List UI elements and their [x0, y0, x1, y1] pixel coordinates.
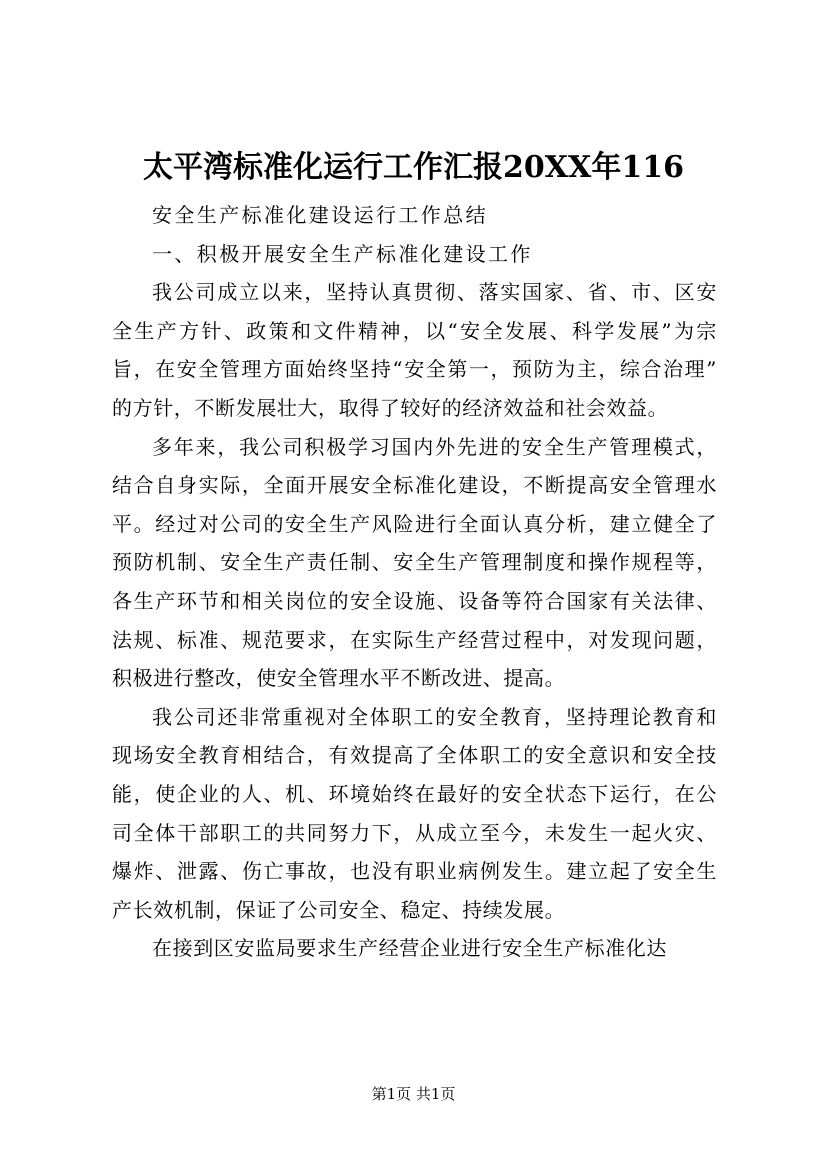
paragraph-line: 爆炸、泄露、伤亡事故，也没有职业病例发生。建立起了安全生 [112, 859, 717, 884]
paragraph-line: 在接到区安监局要求生产经营企业进行安全生产标准化达 [152, 936, 667, 961]
paragraph-line: 我公司还非常重视对全体职工的安全教育，坚持理论教育和 [152, 704, 717, 729]
paragraph-line: 产长效机制，保证了公司安全、稳定、持续发展。 [112, 897, 566, 922]
document-title: 太平湾标准化运行工作汇报20XX年116 [143, 150, 684, 185]
paragraph-line: 能，使企业的人、机、环境始终在最好的安全状态下运行，在公 [112, 781, 717, 806]
paragraph-line: 的方针，不断发展壮大，取得了较好的经济效益和社会效益。 [112, 395, 669, 420]
paragraph [112, 929, 717, 968]
paragraph-line: 法规、标准、规范要求，在实际生产经营过程中，对发现问题， [112, 627, 717, 652]
paragraph-line: 预防机制、安全生产责任制、安全生产管理制度和操作规程等， [112, 550, 717, 575]
paragraph [112, 428, 717, 698]
paragraph-line: 我公司成立以来，坚持认真贯彻、落实国家、省、市、区安 [152, 280, 717, 305]
paragraph-line: 结合自身实际，全面开展安全标准化建设，不断提高安全管理水 [112, 473, 717, 498]
paragraph-line: 平。经过对公司的安全生产风险进行全面认真分析，建立健全了 [112, 511, 717, 536]
paragraph-line: 多年来，我公司积极学习国内外先进的安全生产管理模式， [152, 434, 717, 459]
paragraph-line: 司全体干部职工的共同努力下，从成立至今，未发生一起火灾、 [112, 820, 717, 845]
paragraph-line: 积极进行整改，使安全管理水平不断改进、提高。 [112, 666, 566, 691]
paragraph-line: 现场安全教育相结合，有效提高了全体职工的安全意识和安全技 [112, 743, 717, 768]
paragraph-line: 全生产方针、政策和文件精神，以“安全发展、科学发展”为宗 [112, 318, 717, 343]
subtitle: 安全生产标准化建设运行工作总结 [152, 203, 488, 227]
section-heading: 一、积极开展安全生产标准化建设工作 [152, 241, 533, 266]
paragraph [112, 698, 717, 930]
paragraphs-container [112, 273, 717, 968]
paragraph-line: 旨，在安全管理方面始终坚持“安全第一，预防为主，综合治理” [112, 357, 717, 382]
paragraph-line: 各生产环节和相关岗位的安全设施、设备等符合国家有关法律、 [112, 588, 717, 613]
paragraph [112, 273, 717, 427]
document-body [112, 196, 717, 968]
page-footer: 第1页 共1页 [371, 1085, 456, 1103]
